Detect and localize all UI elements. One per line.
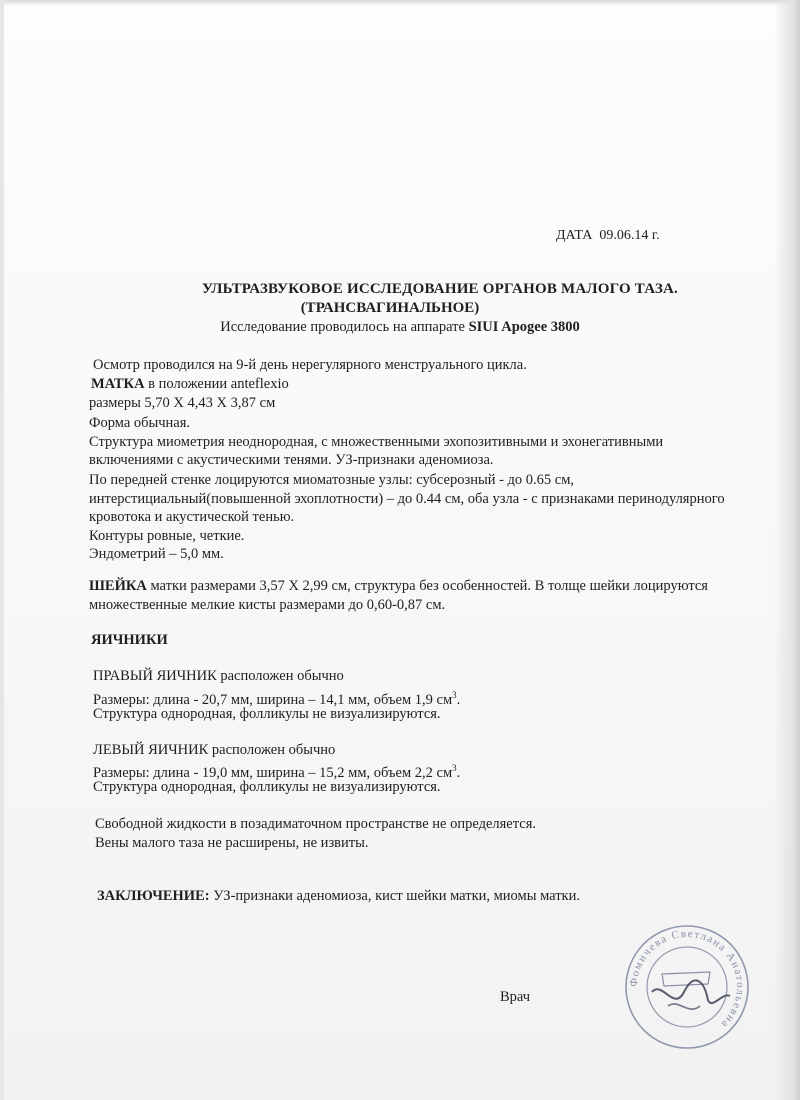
conclusion-colon: : xyxy=(204,888,210,904)
device-name: SIUI Apogee 3800 xyxy=(468,319,580,335)
right-ovary-structure: Структура однородная, фолликулы не визуализируются. xyxy=(93,706,441,722)
doctor-stamp xyxy=(622,922,752,1052)
free-fluid: Свободной жидкости в позадиматочном пространстве не определяется. xyxy=(95,816,536,832)
exam-intro: Осмотр проводился на 9-й день нерегулярного менструального цикла. xyxy=(93,357,527,373)
report-subtitle: (ТРАНСВАГИНАЛЬНОЕ) xyxy=(300,300,480,316)
myoma-nodes-2: интерстициальный(повышенной эхоплотности) – до 0.44 см, оба узла - с признаками перинодулярного xyxy=(89,491,725,507)
uterus-line xyxy=(91,375,289,393)
right-ovary-unit-exp: 3 xyxy=(452,690,457,700)
left-ovary-structure: Структура однородная, фолликулы не визуализируются. xyxy=(93,779,441,795)
left-ovary-title: ЛЕВЫЙ ЯИЧНИК расположен обычно xyxy=(93,742,336,758)
cervix-heading: ШЕЙКА xyxy=(89,578,147,594)
doctor-label: Врач xyxy=(500,989,531,1005)
left-ovary-size-text: Размеры: длина - 19,0 мм, ширина – 15,2 мм, объем 2,2 см xyxy=(93,764,453,781)
uterus-size: размеры 5,70 Х 4,43 Х 3,87 см xyxy=(89,395,276,411)
date-line xyxy=(556,227,660,245)
myoma-nodes-3: кровотока и акустической тенью. xyxy=(89,509,295,525)
ovaries-heading: ЯИЧНИКИ xyxy=(91,632,168,648)
date-label: ДАТА xyxy=(556,228,593,243)
scan-edge-left xyxy=(0,0,4,1100)
device-line xyxy=(0,318,800,336)
uterus-shape: Форма обычная. xyxy=(89,415,191,431)
report-title: УЛЬТРАЗВУКОВОЕ ИССЛЕДОВАНИЕ ОРГАНОВ МАЛОГО ТАЗА. xyxy=(201,281,679,297)
right-ovary-size-text: Размеры: длина - 20,7 мм, ширина – 14,1 мм, объем 1,9 см xyxy=(93,691,453,708)
right-ovary-title: ПРАВЫЙ ЯИЧНИК расположен обычно xyxy=(93,668,344,684)
pelvic-veins: Вены малого таза не расширены, не извиты. xyxy=(95,835,369,851)
myometrium-structure-1: Структура миометрия неоднородная, с множественными эхопозитивными и эхонегативными xyxy=(89,434,664,450)
myoma-nodes-1: По передней стенке лоцируются миоматозные узлы: субсерозный - до 0.65 см, xyxy=(89,472,575,488)
cervix-line-2: множественные мелкие кисты размерами до 0,60-0,87 см. xyxy=(89,597,446,613)
myometrium-structure-2: включениями с акустическими тенями. УЗ-признаки аденомиоза. xyxy=(89,452,494,468)
uterus-heading: МАТКА xyxy=(91,376,145,392)
scan-edge-right xyxy=(774,0,800,1100)
stamp-text: Фомичева Светлана Анатольевна xyxy=(627,927,747,1031)
uterus-contours: Контуры ровные, четкие. xyxy=(89,528,245,544)
conclusion xyxy=(97,887,580,905)
left-ovary-size: Размеры: длина - 19,0 мм, ширина – 15,2 мм, объем 2,2 $см^3$. xyxy=(93,763,461,781)
left-ovary-unit-exp: 3 xyxy=(452,763,457,773)
svg-text:Фомичева Светлана Анатольевна xyxy=(628,928,746,1031)
uterus-position: в положении anteflexio xyxy=(144,376,289,392)
device-prefix: Исследование проводилось на аппарате xyxy=(220,319,469,335)
conclusion-label: ЗАКЛЮЧЕНИЕ xyxy=(97,888,205,904)
scan-edge-top xyxy=(0,0,800,6)
cervix-line-1 xyxy=(89,577,708,595)
right-ovary-size: Размеры: длина - 20,7 мм, ширина – 14,1 мм, объем 1,9 $см^3$. xyxy=(93,690,461,708)
endometrium: Эндометрий – 5,0 мм. xyxy=(89,546,224,562)
conclusion-text: УЗ-признаки аденомиоза, кист шейки матки, миомы матки. xyxy=(209,888,580,904)
cervix-text-1: матки размерами 3,57 Х 2,99 см, структура без особенностей. В толще шейки лоцируются xyxy=(146,578,708,594)
date-value: 09.06.14 г. xyxy=(599,228,660,243)
